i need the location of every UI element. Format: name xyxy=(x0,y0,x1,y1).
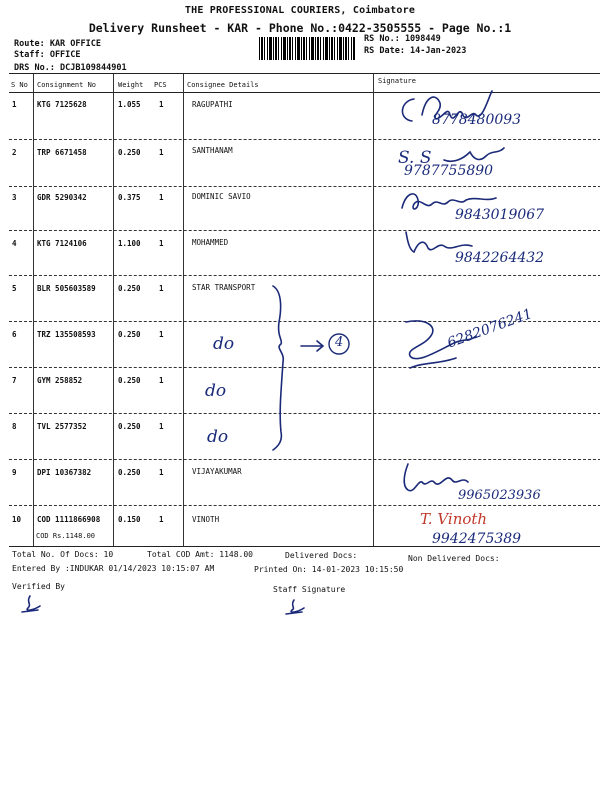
signature-phone: 9965023936 xyxy=(458,488,541,503)
ref-number: 4 xyxy=(335,335,344,350)
row-consignee: MOHAMMED xyxy=(192,238,229,247)
row-separator xyxy=(9,230,600,231)
row-sno: 1 xyxy=(12,100,17,109)
col-divider xyxy=(33,74,34,547)
drs-number: DRS No.: DCJB109844901 xyxy=(14,63,127,73)
row-sno: 7 xyxy=(12,376,17,385)
row-sno: 4 xyxy=(12,239,17,248)
signature-phone: 9842264432 xyxy=(455,250,545,266)
row-weight: 0.250 xyxy=(118,422,141,431)
bracket-annotation xyxy=(255,282,365,457)
row-consignee: VIJAYAKUMAR xyxy=(192,467,242,476)
row-sno: 8 xyxy=(12,422,17,431)
ditto-mark: do xyxy=(207,427,229,447)
non-delivered-docs: Non Delivered Docs: xyxy=(408,554,500,563)
table-header-rule xyxy=(9,92,600,93)
col-header-pcs: PCS xyxy=(154,81,167,89)
runsheet-title: Delivery Runsheet - KAR - Phone No.:0422-3505555 - Page No.:1 xyxy=(88,21,512,35)
row-consignee: SANTHANAM xyxy=(192,146,233,155)
staff-signature xyxy=(284,598,308,616)
row-separator xyxy=(9,275,600,276)
total-cod: Total COD Amt: 1148.00 xyxy=(147,550,253,559)
row-sno: 9 xyxy=(12,468,17,477)
row-sno: 3 xyxy=(12,193,17,202)
row-weight: 0.375 xyxy=(118,193,141,202)
row-consignee: DOMINIC SAVIO xyxy=(192,192,251,201)
row-separator xyxy=(9,139,600,140)
row-sno: 6 xyxy=(12,330,17,339)
row-pcs: 1 xyxy=(159,376,164,385)
col-header-signature: Signature xyxy=(378,77,416,85)
row-sno: 2 xyxy=(12,148,17,157)
row-weight: 0.250 xyxy=(118,376,141,385)
signature-name: T. Vinoth xyxy=(420,510,488,528)
col-header-consignment: Consignment No xyxy=(37,81,97,89)
printed-on: Printed On: 14-01-2023 10:15:50 xyxy=(254,565,404,574)
row-consignment: GDR 5290342 xyxy=(37,193,87,202)
row-pcs: 1 xyxy=(159,239,164,248)
row-separator xyxy=(9,505,600,506)
col-header-sno: S No xyxy=(11,81,28,89)
staff-signature-label: Staff Signature xyxy=(273,585,346,594)
row-sno: 10 xyxy=(12,515,22,524)
row-weight: 1.055 xyxy=(118,100,141,109)
col-divider xyxy=(183,74,184,547)
signature-phone: 9843019067 xyxy=(455,207,545,223)
rs-date: RS Date: 14-Jan-2023 xyxy=(364,46,467,56)
cod-note: COD Rs.1148.00 xyxy=(36,532,96,540)
row-consignment: KTG 7125628 xyxy=(37,100,87,109)
signature-phone: 9787755890 xyxy=(404,163,494,179)
row-consignment: TRZ 135508593 xyxy=(37,330,96,339)
row-pcs: 1 xyxy=(159,148,164,157)
row-pcs: 1 xyxy=(159,100,164,109)
row-weight: 0.250 xyxy=(118,468,141,477)
verified-signature xyxy=(20,594,44,614)
row-pcs: 1 xyxy=(159,330,164,339)
row-weight: 0.250 xyxy=(118,330,141,339)
row-weight: 0.250 xyxy=(118,148,141,157)
row-weight: 0.250 xyxy=(118,284,141,293)
row-consignment: BLR 505603589 xyxy=(37,284,96,293)
ditto-mark: do xyxy=(213,334,235,354)
table-top-rule xyxy=(9,73,600,74)
company-title: THE PROFESSIONAL COURIERS, Coimbatore xyxy=(184,5,416,16)
rs-number: RS No.: 1098449 xyxy=(364,34,441,44)
row-pcs: 1 xyxy=(159,468,164,477)
row-consignment: COD 1111866908 xyxy=(37,515,101,524)
signature-name: S. S xyxy=(398,148,432,168)
row-pcs: 1 xyxy=(159,284,164,293)
row-sno: 5 xyxy=(12,284,17,293)
row-weight: 1.100 xyxy=(118,239,141,248)
row-consignment: TRP 6671458 xyxy=(37,148,87,157)
signature-phone: 6282076241 xyxy=(445,306,535,352)
verified-by-label: Verified By xyxy=(12,582,65,591)
row-consignee: VINOTH xyxy=(192,515,220,524)
col-header-weight: Weight xyxy=(118,81,144,89)
row-consignee: RAGUPATHI xyxy=(192,100,233,109)
row-pcs: 1 xyxy=(159,515,164,524)
total-docs: Total No. Of Docs: 10 xyxy=(12,550,114,559)
signature-phone: 8778480093 xyxy=(432,112,522,128)
row-separator xyxy=(9,459,600,460)
signature-phone: 9942475389 xyxy=(432,531,522,547)
barcode xyxy=(259,37,355,60)
row-pcs: 1 xyxy=(159,193,164,202)
row-weight: 0.150 xyxy=(118,515,141,524)
ditto-mark: do xyxy=(205,381,227,401)
route-label: Route: KAR OFFICE xyxy=(14,39,101,49)
col-header-consignee: Consignee Details xyxy=(187,81,259,89)
delivered-docs: Delivered Docs: xyxy=(285,551,358,560)
row-consignment: KTG 7124106 xyxy=(37,239,87,248)
col-divider xyxy=(113,74,114,547)
entered-by: Entered By :INDUKAR 01/14/2023 10:15:07 AM xyxy=(12,564,215,573)
row-consignment: GYM 258852 xyxy=(37,376,83,385)
row-consignment: DPI 10367382 xyxy=(37,468,92,477)
col-divider xyxy=(373,74,374,547)
row-pcs: 1 xyxy=(159,422,164,431)
row-consignment: TVL 2577352 xyxy=(37,422,87,431)
row-separator xyxy=(9,186,600,187)
row-consignee: STAR TRANSPORT xyxy=(192,283,256,292)
staff-label: Staff: OFFICE xyxy=(14,50,81,60)
